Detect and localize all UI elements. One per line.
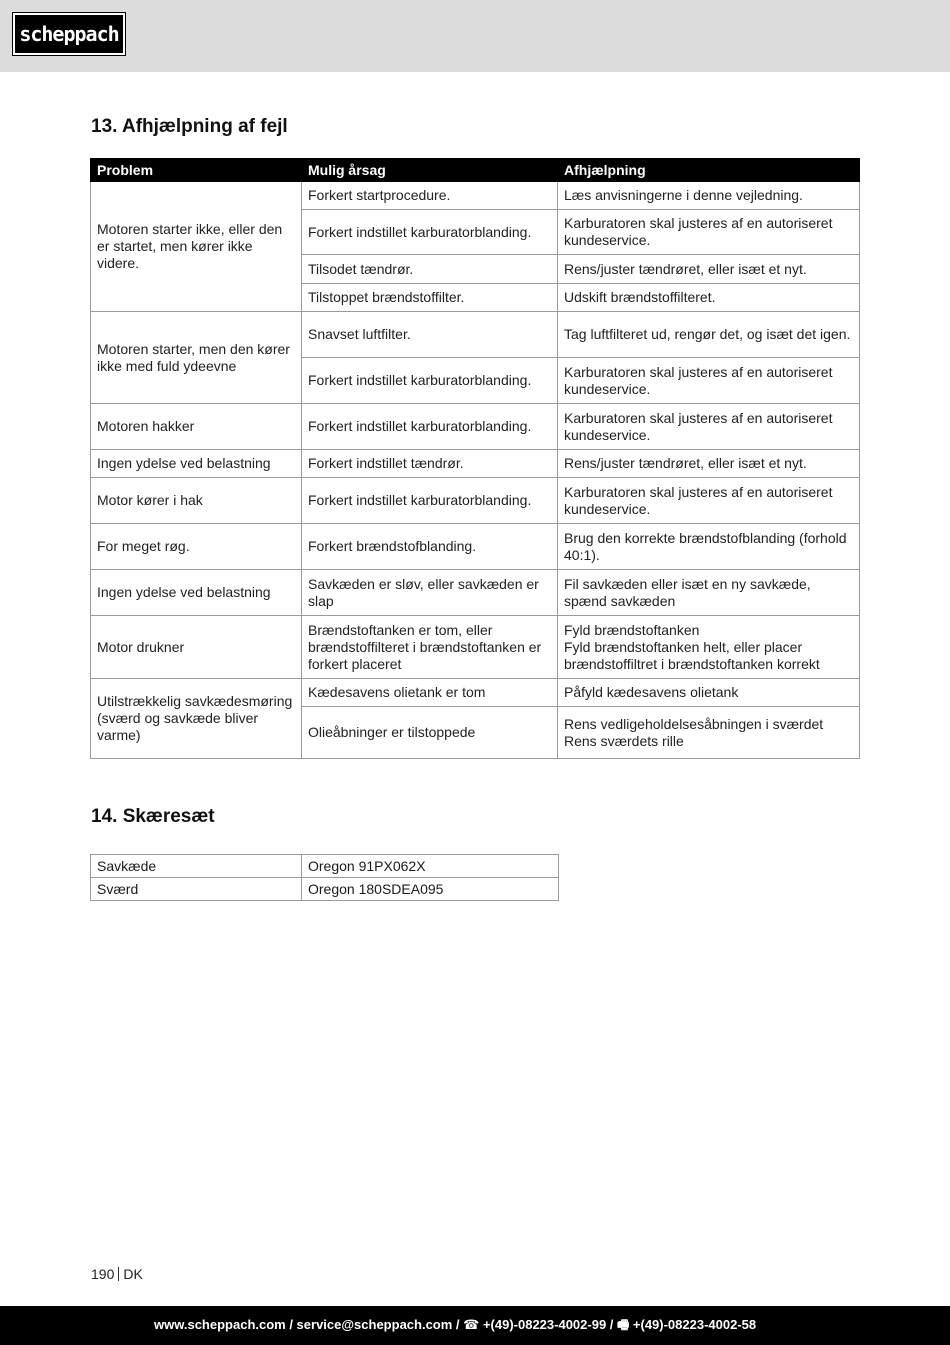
remedy-cell: Brug den korrekte brændstofblanding (forhold 40:1). — [558, 524, 860, 570]
header-band — [0, 0, 950, 72]
cause-cell: Tilsodet tændrør. — [302, 255, 558, 284]
problem-cell: Utilstrækkelig savkædesmøring (sværd og savkæde bliver varme) — [91, 679, 302, 759]
remedy-cell: Fil savkæden eller isæt en ny savkæde, spænd savkæden — [558, 570, 860, 616]
cause-cell: Snavset luftfilter. — [302, 312, 558, 358]
section-13-title: 13. Afhjælpning af fejl — [91, 116, 288, 137]
page-number — [91, 1266, 143, 1282]
remedy-cell: Læs anvisningerne i denne vejledning. — [558, 182, 860, 210]
table-row — [91, 616, 860, 679]
cause-cell: Tilstoppet brændstoffilter. — [302, 284, 558, 312]
problem-cell: Motoren hakker — [91, 404, 302, 450]
problem-cell: Motor drukner — [91, 616, 302, 679]
column-header-problem: Problem — [91, 159, 302, 182]
remedy-cell: Rens/juster tændrøret, eller isæt et nyt. — [558, 450, 860, 478]
cause-cell: Forkert indstillet karburatorblanding. — [302, 404, 558, 450]
table-row — [91, 478, 860, 524]
table-row — [91, 312, 860, 358]
cause-cell: Forkert indstillet tændrør. — [302, 450, 558, 478]
column-header-remedy: Afhjælpning — [558, 159, 860, 182]
cause-cell: Brændstoftanken er tom, eller brændstoffilteret i brændstoftanken er forkert placeret — [302, 616, 558, 679]
remedy-cell: Karburatoren skal justeres af en autoriseret kundeservice. — [558, 404, 860, 450]
remedy-cell: Påfyld kædesavens olietank — [558, 679, 860, 707]
problem-cell: For meget røg. — [91, 524, 302, 570]
remedy-cell: Karburatoren skal justeres af en autoriseret kundeservice. — [558, 478, 860, 524]
cutting-set-body — [91, 855, 559, 901]
section-14-title: 14. Skæresæt — [91, 806, 215, 827]
table-row — [91, 570, 860, 616]
column-header-cause: Mulig årsag — [302, 159, 558, 182]
table-row — [91, 679, 860, 707]
remedy-cell: Tag luftfilteret ud, rengør det, og isæt det igen. — [558, 312, 860, 358]
table-row — [91, 878, 559, 901]
remedy-cell: Rens/juster tændrøret, eller isæt et nyt. — [558, 255, 860, 284]
problem-cell: Motoren starter, men den kører ikke med fuld ydeevne — [91, 312, 302, 404]
remedy-cell: Udskift brændstoffilteret. — [558, 284, 860, 312]
part-label-cell: Savkæde — [91, 855, 302, 878]
cause-cell: Forkert indstillet karburatorblanding. — [302, 210, 558, 255]
cause-cell: Forkert indstillet karburatorblanding. — [302, 478, 558, 524]
problem-cell: Motor kører i hak — [91, 478, 302, 524]
part-label-cell: Sværd — [91, 878, 302, 901]
footer-contact: www.scheppach.com / service@scheppach.com / ☎ +(49)-08223-4002-99 / 🖷 +(49)-08223-4002-58 — [154, 1317, 757, 1332]
part-value-cell: Oregon 91PX062X — [302, 855, 559, 878]
table-row — [91, 524, 860, 570]
cause-cell: Forkert brændstofblanding. — [302, 524, 558, 570]
remedy-cell: Karburatoren skal justeres af en autoriseret kundeservice. — [558, 358, 860, 404]
table-header-row — [91, 159, 860, 182]
cause-cell: Forkert startprocedure. — [302, 182, 558, 210]
table-row — [91, 855, 559, 878]
remedy-cell: Karburatoren skal justeres af en autoriseret kundeservice. — [558, 210, 860, 255]
table-row — [91, 404, 860, 450]
cutting-set-table — [90, 854, 559, 901]
remedy-cell: Fyld brændstoftanken Fyld brændstoftanken helt, eller placer brændstoffiltret i brændstoftanken korrekt — [558, 616, 860, 679]
cause-cell: Kædesavens olietank er tom — [302, 679, 558, 707]
cause-cell: Savkæden er sløv, eller savkæden er slap — [302, 570, 558, 616]
part-value-cell: Oregon 180SDEA095 — [302, 878, 559, 901]
table-row — [91, 182, 860, 210]
page-number-separator — [118, 1267, 119, 1281]
problem-cell: Ingen ydelse ved belastning — [91, 450, 302, 478]
cause-cell: Forkert indstillet karburatorblanding. — [302, 358, 558, 404]
troubleshooting-body — [91, 182, 860, 759]
problem-cell: Motoren starter ikke, eller den er startet, men kører ikke videre. — [91, 182, 302, 312]
footer-band — [0, 1306, 950, 1345]
problem-cell: Ingen ydelse ved belastning — [91, 570, 302, 616]
cause-cell: Olieåbninger er tilstoppede — [302, 707, 558, 759]
page-language: DK — [123, 1266, 143, 1282]
remedy-cell: Rens vedligeholdelsesåbningen i sværdet Rens sværdets rille — [558, 707, 860, 759]
table-row — [91, 450, 860, 478]
page-number-value: 190 — [91, 1266, 115, 1282]
scheppach-logo: scheppach — [13, 13, 125, 55]
troubleshooting-table — [90, 158, 860, 759]
